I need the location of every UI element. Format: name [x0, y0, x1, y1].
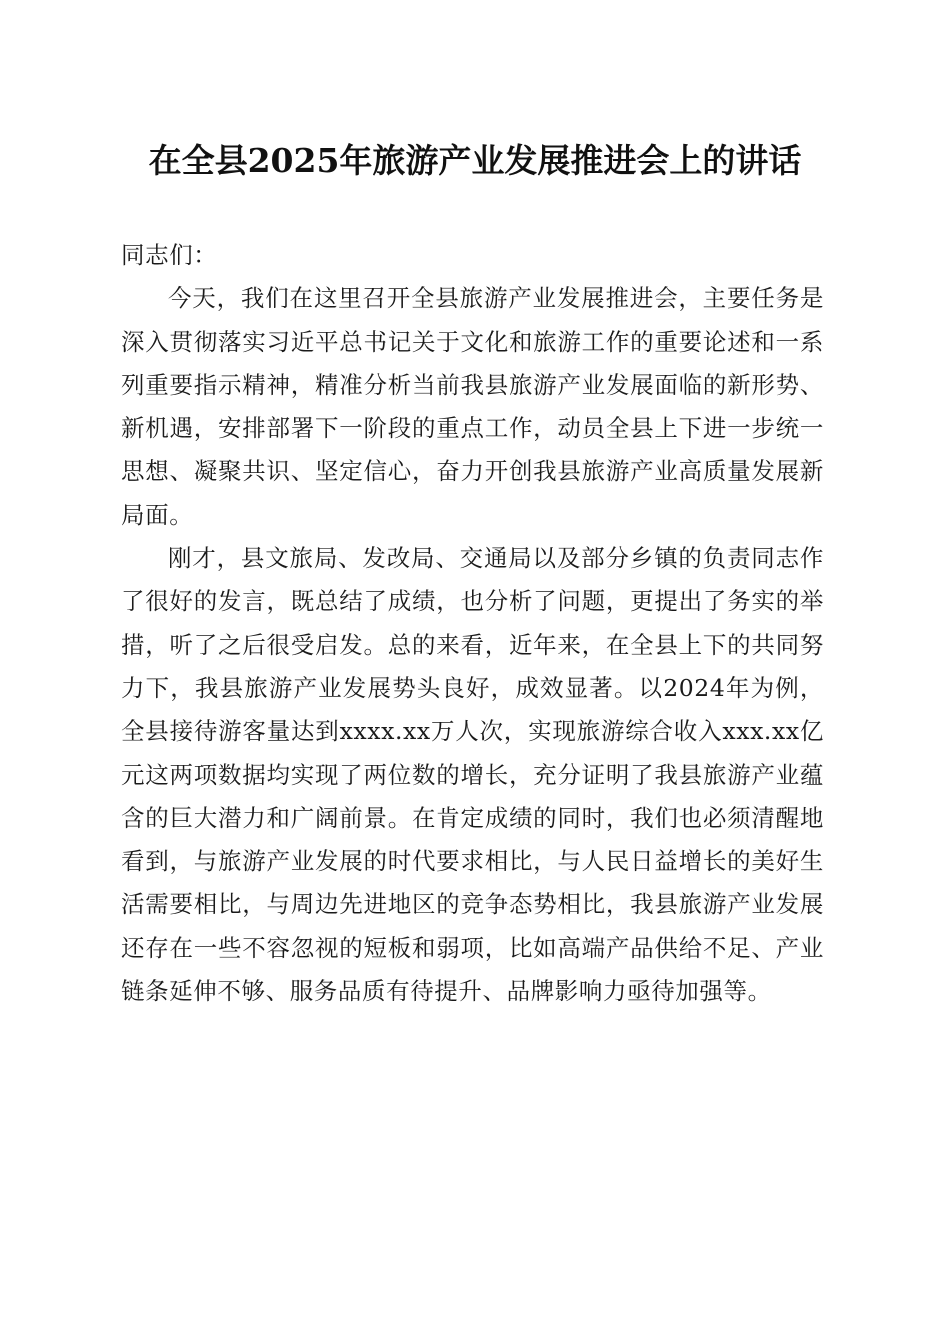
salutation: 同志们： — [121, 241, 218, 269]
document-title: 在全县2025年旅游产业发展推进会上的讲话 — [148, 141, 802, 180]
paragraph-2: 刚才，县文旅局、发改局、交通局以及部分乡镇的负责同志作了很好的发言，既总结了成绩，也分析了问题，更提出了务实的举措，听了之后很受启发。总的来看，近年来，在全县上下的共同努力下，我县旅游产业发展势头良好，成效显著。以2024年为例，全县接待游客量达到xxxx.xx万人次，实现旅游综合收入xxx.xx亿元这两项数据均实现了两位数的增长，充分证明了我县旅游产业蕴含的巨大潜力和广阔前景。在肯定成绩的同时，我们也必须清醒地看到，与旅游产业发展的时代要求相比，与人民日益增长的美好生活需要相比，与周边先进地区的竞争态势相比，我县旅游产业发展还存在一些不容忽视的短板和弱项，比如高端产品供给不足、产业链条延伸不够、服务品质有待提升、品牌影响力亟待加强等。 — [121, 544, 824, 1006]
paragraph-1: 今天，我们在这里召开全县旅游产业发展推进会，主要任务是深入贯彻落实习近平总书记关于文化和旅游工作的重要论述和一系列重要指示精神，精准分析当前我县旅游产业发展面临的新形势、新机遇，安排部署下一阶段的重点工作，动员全县上下进一步统一思想、凝聚共识、坚定信心，奋力开创我县旅游产业高质量发展新局面。 — [121, 284, 824, 529]
document-body — [121, 234, 824, 1013]
